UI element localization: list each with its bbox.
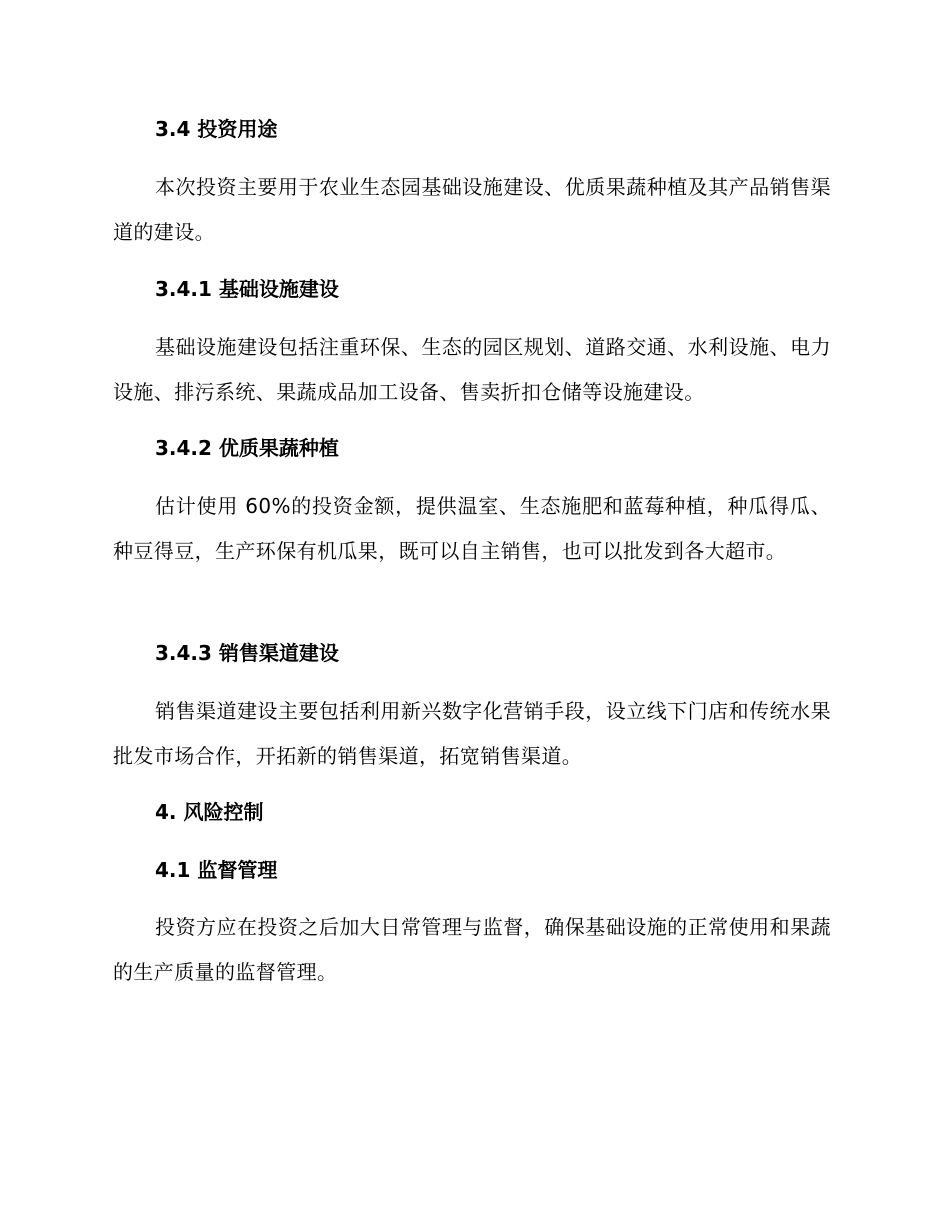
paragraph-infrastructure: 基础设施建设包括注重环保、生态的园区规划、道路交通、水利设施、电力设施、排污系统、果蔬成品加工设备、售卖折扣仓储等设施建设。 <box>113 335 831 404</box>
section-heading-3-4-1: 3.4.1 基础设施建设 <box>155 277 339 301</box>
section-heading-3-4-3: 3.4.3 销售渠道建设 <box>155 641 339 665</box>
section-heading-4: 4. 风险控制 <box>155 800 264 824</box>
section-heading-4-1: 4.1 监督管理 <box>155 858 278 882</box>
paragraph-supervision: 投资方应在投资之后加大日常管理与监督，确保基础设施的正常使用和果蔬的生产质量的监督管理。 <box>113 915 831 984</box>
paragraph-investment-use: 本次投资主要用于农业生态园基础设施建设、优质果蔬种植及其产品销售渠道的建设。 <box>113 175 831 244</box>
section-heading-3-4: 3.4 投资用途 <box>155 117 278 141</box>
paragraph-quality-produce: 估计使用 60%的投资金额，提供温室、生态施肥和蓝莓种植，种瓜得瓜、种豆得豆，生产环保有机瓜果，既可以自主销售，也可以批发到各大超市。 <box>113 494 831 563</box>
section-heading-3-4-2: 3.4.2 优质果蔬种植 <box>155 436 339 460</box>
paragraph-sales-channels: 销售渠道建设主要包括利用新兴数字化营销手段，设立线下门店和传统水果批发市场合作，开拓新的销售渠道，拓宽销售渠道。 <box>113 699 831 768</box>
